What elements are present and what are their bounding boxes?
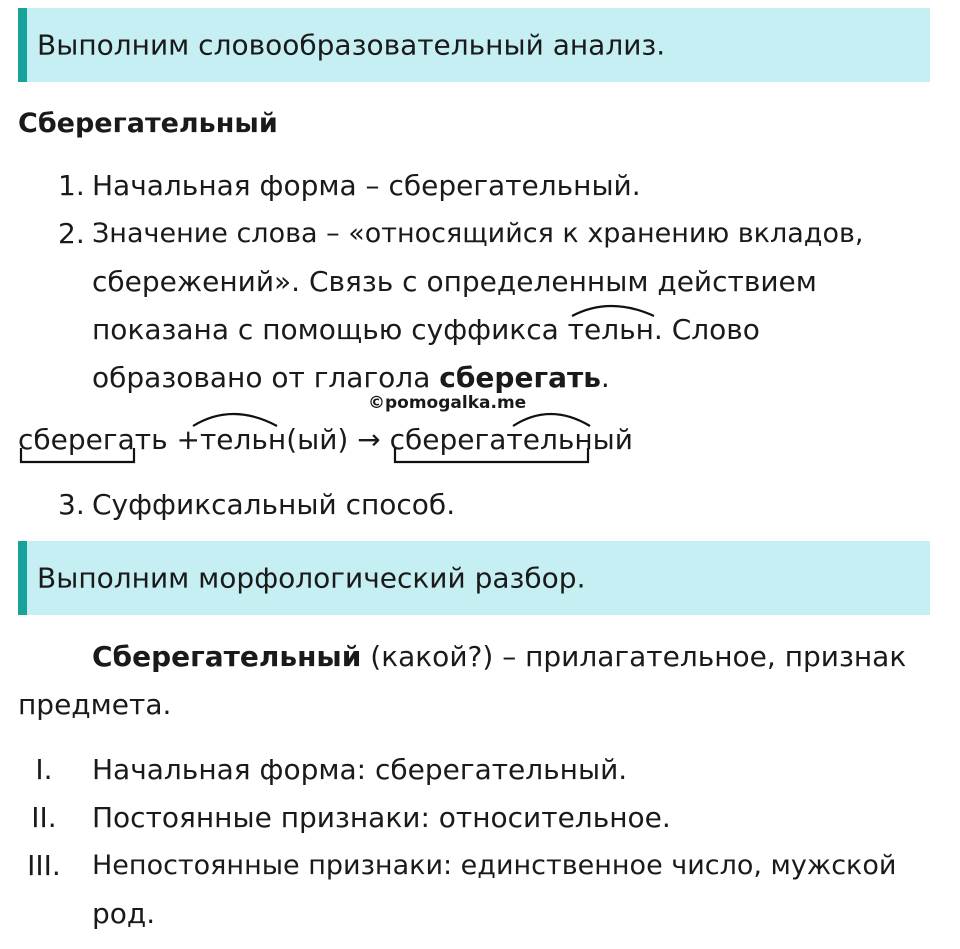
list-item-text-3: Суффиксальный способ.	[92, 488, 456, 521]
list-number-2: 2.	[58, 217, 85, 250]
result-stem-part: сберега	[389, 423, 507, 456]
source-verb: сберегать	[439, 361, 601, 394]
morph-word: Сберегательный	[92, 640, 362, 673]
banner-title: Выполним словообразовательный анализ.	[37, 28, 666, 62]
result-ending: ый	[592, 423, 633, 456]
morph-item-1: Начальная форма: сберегательный.	[92, 753, 628, 786]
stem-bracket-mark	[21, 448, 134, 462]
watermark: ©pomogalka.me	[368, 393, 527, 413]
result-suffix: тельн	[506, 423, 593, 456]
suffix-inline: тельн	[567, 313, 654, 346]
formula-stem: сберега	[18, 423, 135, 456]
list-number-1: 1.	[58, 169, 85, 202]
roman-numeral-3: III.	[27, 849, 61, 882]
section-banner-morphology	[18, 541, 930, 615]
formula-ending: (ый)	[286, 423, 349, 456]
roman-numeral-2: II.	[31, 801, 57, 834]
morph-intro-line-2: предмета.	[18, 688, 172, 721]
stem-bracket-mark	[395, 448, 588, 462]
list-item-2-line-1: Значение слова – «относящийся к хранению вкладов,	[92, 218, 864, 249]
suffix-arc-mark	[572, 306, 654, 316]
text-fragment: образовано от глагола	[92, 361, 440, 394]
morph-item-3-continued: род.	[92, 897, 156, 930]
list-item-2-line-2: сбережений». Связь с определенным действием	[92, 265, 817, 298]
arrow-icon: →	[357, 423, 381, 456]
suffix-arc-mark	[193, 414, 277, 426]
roman-numeral-1: I.	[35, 753, 53, 786]
text-fragment: (какой?) – прилагательное, признак	[361, 640, 907, 673]
formula-text: ть +	[134, 423, 200, 456]
morph-item-2: Постоянные признаки: относительное.	[92, 801, 671, 834]
word-heading: Сберегательный	[18, 108, 278, 139]
list-item-text-1: Начальная форма – сберегательный.	[92, 169, 641, 202]
text-fragment: . Слово	[653, 313, 760, 346]
text-fragment: .	[600, 361, 610, 394]
formula-suffix: тельн	[199, 423, 287, 456]
list-number-3: 3.	[58, 488, 85, 521]
morph-intro-line-1	[92, 640, 907, 673]
banner-title: Выполним морфологический разбор.	[37, 561, 586, 595]
text-fragment: показана с помощью суффикса	[92, 313, 568, 346]
suffix-arc-mark	[513, 414, 590, 426]
morph-item-3: Непостоянные признаки: единственное число, мужской	[92, 850, 897, 881]
